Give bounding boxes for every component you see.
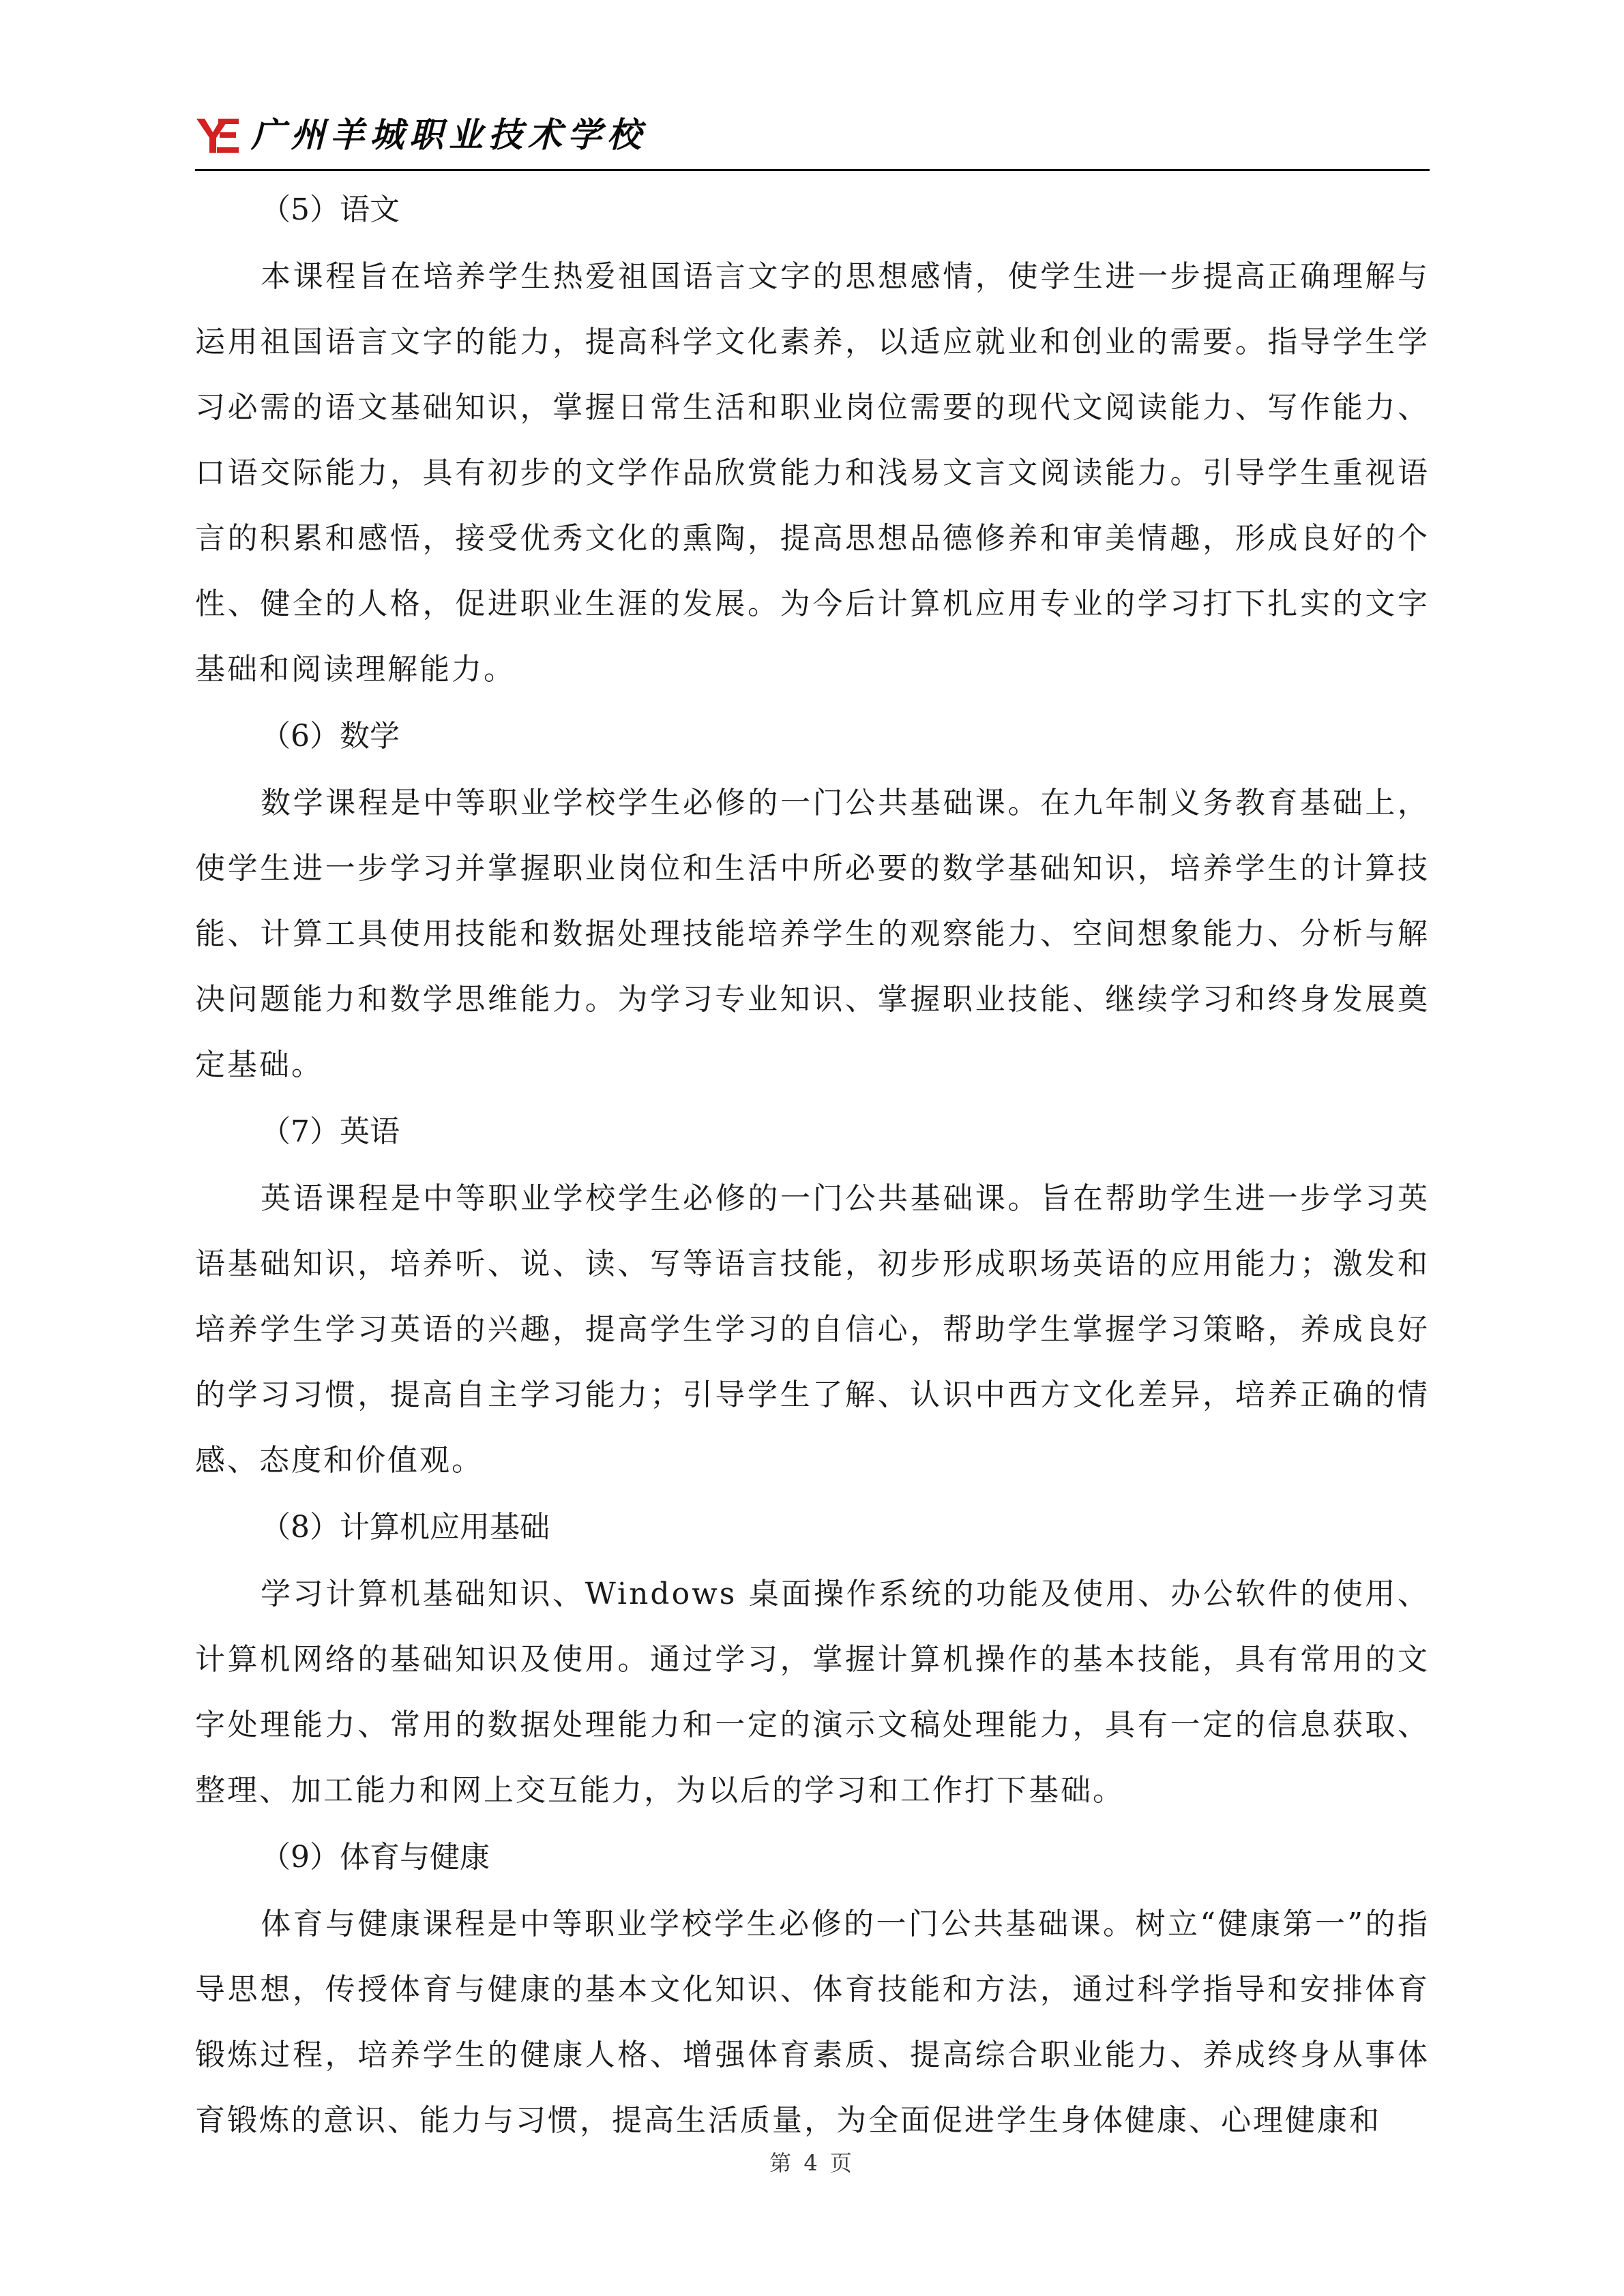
- section-heading: （6）数学: [261, 719, 400, 754]
- section-chinese: [195, 176, 1430, 702]
- school-name: 广州羊城职业技术学校: [251, 115, 647, 155]
- section-paragraph: 学习计算机基础知识、Windows 桌面操作系统的功能及使用、办公软件的使用、计算机网络的基础知识及使用。通过学习，掌握计算机操作的基本技能，具有常用的文字处理能力、常用的数据处理能力和一定的演示文稿处理能力，具有一定的信息获取、整理、加工能力和网上交互能力，为以后的学习和工作打下基础。: [195, 1577, 1430, 1808]
- section-paragraph: 数学课程是中等职业学校学生必修的一门公共基础课。在九年制义务教育基础上，使学生进一步学习并掌握职业岗位和生活中所必要的数学基础知识，培养学生的计算技能、计算工具使用技能和数据处理技能培养学生的观察能力、空间想象能力、分析与解决问题能力和数学思维能力。为学习专业知识、掌握职业技能、继续学习和终身发展奠定基础。: [195, 786, 1430, 1082]
- document-body: [195, 176, 1430, 2153]
- section-computer-basics: [195, 1493, 1430, 1823]
- section-paragraph: 本课程旨在培养学生热爱祖国语言文字的思想感情，使学生进一步提高正确理解与运用祖国语言文字的能力，提高科学文化素养，以适应就业和创业的需要。指导学生学习必需的语文基础知识，掌握日常生活和职业岗位需要的现代文阅读能力、写作能力、口语交际能力，具有初步的文学作品欣赏能力和浅易文言文阅读能力。引导学生重视语言的积累和感悟，接受优秀文化的熏陶，提高思想品德修养和审美情趣，形成良好的个性、健全的人格，促进职业生涯的发展。为今后计算机应用专业的学习打下扎实的文字基础和阅读理解能力。: [195, 259, 1430, 687]
- section-paragraph: 体育与健康课程是中等职业学校学生必修的一门公共基础课。树立“健康第一”的指导思想，传授体育与健康的基本文化知识、体育技能和方法，通过科学指导和安排体育锻炼过程，培养学生的健康人格、增强体育素质、提高综合职业能力、养成终身从事体育锻炼的意识、能力与习惯，提高生活质量，为全面促进学生身体健康、心理健康和: [195, 1907, 1430, 2138]
- section-heading: （5）语文: [261, 192, 400, 227]
- page-header: [195, 109, 1430, 171]
- section-heading: （7）英语: [261, 1114, 400, 1149]
- section-english: [195, 1098, 1430, 1493]
- section-math: [195, 702, 1430, 1098]
- school-logo-icon: [195, 115, 240, 155]
- page-number: 第 4 页: [769, 2150, 855, 2176]
- section-pe-health: [195, 1823, 1430, 2153]
- section-paragraph: 英语课程是中等职业学校学生必修的一门公共基础课。旨在帮助学生进一步学习英语基础知识，培养听、说、读、写等语言技能，初步形成职场英语的应用能力；激发和培养学生学习英语的兴趣，提高学生学习的自信心，帮助学生掌握学习策略，养成良好的学习习惯，提高自主学习能力；引导学生了解、认识中西方文化差异，培养正确的情感、态度和价值观。: [195, 1181, 1430, 1478]
- section-heading: （9）体育与健康: [261, 1840, 490, 1875]
- section-heading: （8）计算机应用基础: [261, 1510, 550, 1545]
